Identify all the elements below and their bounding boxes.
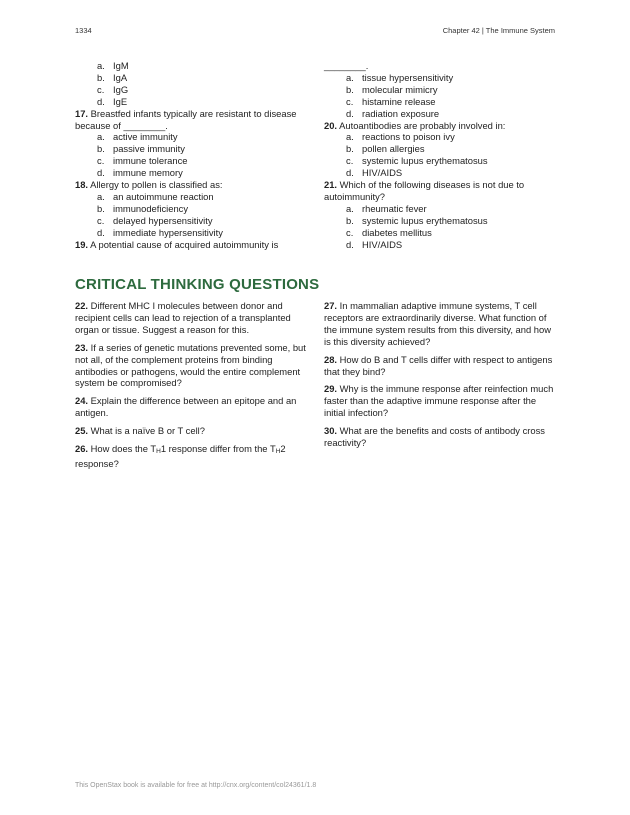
list-item: c. IgG <box>97 83 129 95</box>
chapter-header: Chapter 42 | The Immune System <box>442 26 555 35</box>
question-19: 19. A potential cause of acquired autoimmunity is <box>75 238 279 250</box>
list-item: a. an autoimmune reaction <box>97 190 214 202</box>
section-title: CRITICAL THINKING QUESTIONS <box>75 276 320 293</box>
footer-note: This OpenStax book is available for free at http://cnx.org/content/col24361/1.8 <box>75 782 317 789</box>
list-item: c. immune tolerance <box>97 155 188 167</box>
q20-options <box>324 131 556 179</box>
list-item: d. immune memory <box>97 167 183 179</box>
list-item: d. IgE <box>97 95 128 107</box>
left-column-mc <box>75 60 307 257</box>
list-item: d. HIV/AIDS <box>346 238 403 250</box>
list-item: b. molecular mimicry <box>346 83 438 95</box>
list-item: a. reactions to poison ivy <box>346 131 455 143</box>
list-item: d. radiation exposure <box>346 107 440 119</box>
list-item: c. histamine release <box>346 95 436 107</box>
list-item: d. immediate hypersensitivity <box>97 226 223 238</box>
question-26: 26. How does the TH1 response differ from the TH2 response? <box>75 443 286 469</box>
question-21: 21. Which of the following diseases is not due to autoimmunity? <box>324 179 525 202</box>
list-item: a. tissue hypersensitivity <box>346 71 454 83</box>
question-28: 28. How do B and T cells differ with respect to antigens that they bind? <box>324 353 553 377</box>
question-30: 30. What are the benefits and costs of antibody cross reactivity? <box>324 425 545 449</box>
q19-options <box>324 72 556 120</box>
list-item: b. systemic lupus erythematosus <box>346 214 488 226</box>
critical-thinking-right <box>324 300 556 455</box>
question-18: 18. Allergy to pollen is classified as: <box>75 179 223 191</box>
list-item: a. rheumatic fever <box>346 202 427 214</box>
list-item: d. HIV/AIDS <box>346 167 403 179</box>
list-item: c. diabetes mellitus <box>346 226 432 238</box>
list-item: b. passive immunity <box>97 143 185 155</box>
question-25: 25. What is a naïve B or T cell? <box>75 425 205 437</box>
question-23: 23. If a series of genetic mutations prevented some, but not all, of the complement proteins from binding antibodies or pathogens, would the entire complement system be compromised? <box>75 341 306 389</box>
question-20: 20. Autoantibodies are probably involved in: <box>324 119 506 131</box>
page-number: 1334 <box>75 26 92 35</box>
question-27: 27. In mammalian adaptive immune systems, T cell receptors are extraordinarily diverse. What function of the immune system results from this diversity, and how is this diversity achieved? <box>324 300 551 347</box>
list-item: c. systemic lupus erythematosus <box>346 155 488 167</box>
list-item: b. IgA <box>97 71 128 83</box>
critical-thinking-left <box>75 300 307 476</box>
list-item: b. immunodeficiency <box>97 202 189 214</box>
list-item: a. active immunity <box>97 131 178 143</box>
question-29: 29. Why is the immune response after reinfection much faster than the adaptive immune response after the initial infection? <box>324 383 554 419</box>
q16-options <box>75 60 307 108</box>
right-column-mc <box>324 60 556 251</box>
list-item: b. pollen allergies <box>346 143 425 155</box>
q17-options <box>75 131 307 179</box>
question-22: 22. Different MHC I molecules between donor and recipient cells can lead to rejection of a transplanted organ or tissue. Suggest a reason for this. <box>75 300 291 335</box>
question-17: 17. Breastfed infants typically are resistant to disease because of ________. <box>75 107 297 131</box>
list-item: a. IgM <box>97 60 129 71</box>
q19-blank: ________. <box>324 60 369 71</box>
q21-options <box>324 203 556 251</box>
q18-options <box>75 191 307 239</box>
list-item: c. delayed hypersensitivity <box>97 214 213 226</box>
question-24: 24. Explain the difference between an epitope and an antigen. <box>75 395 297 419</box>
